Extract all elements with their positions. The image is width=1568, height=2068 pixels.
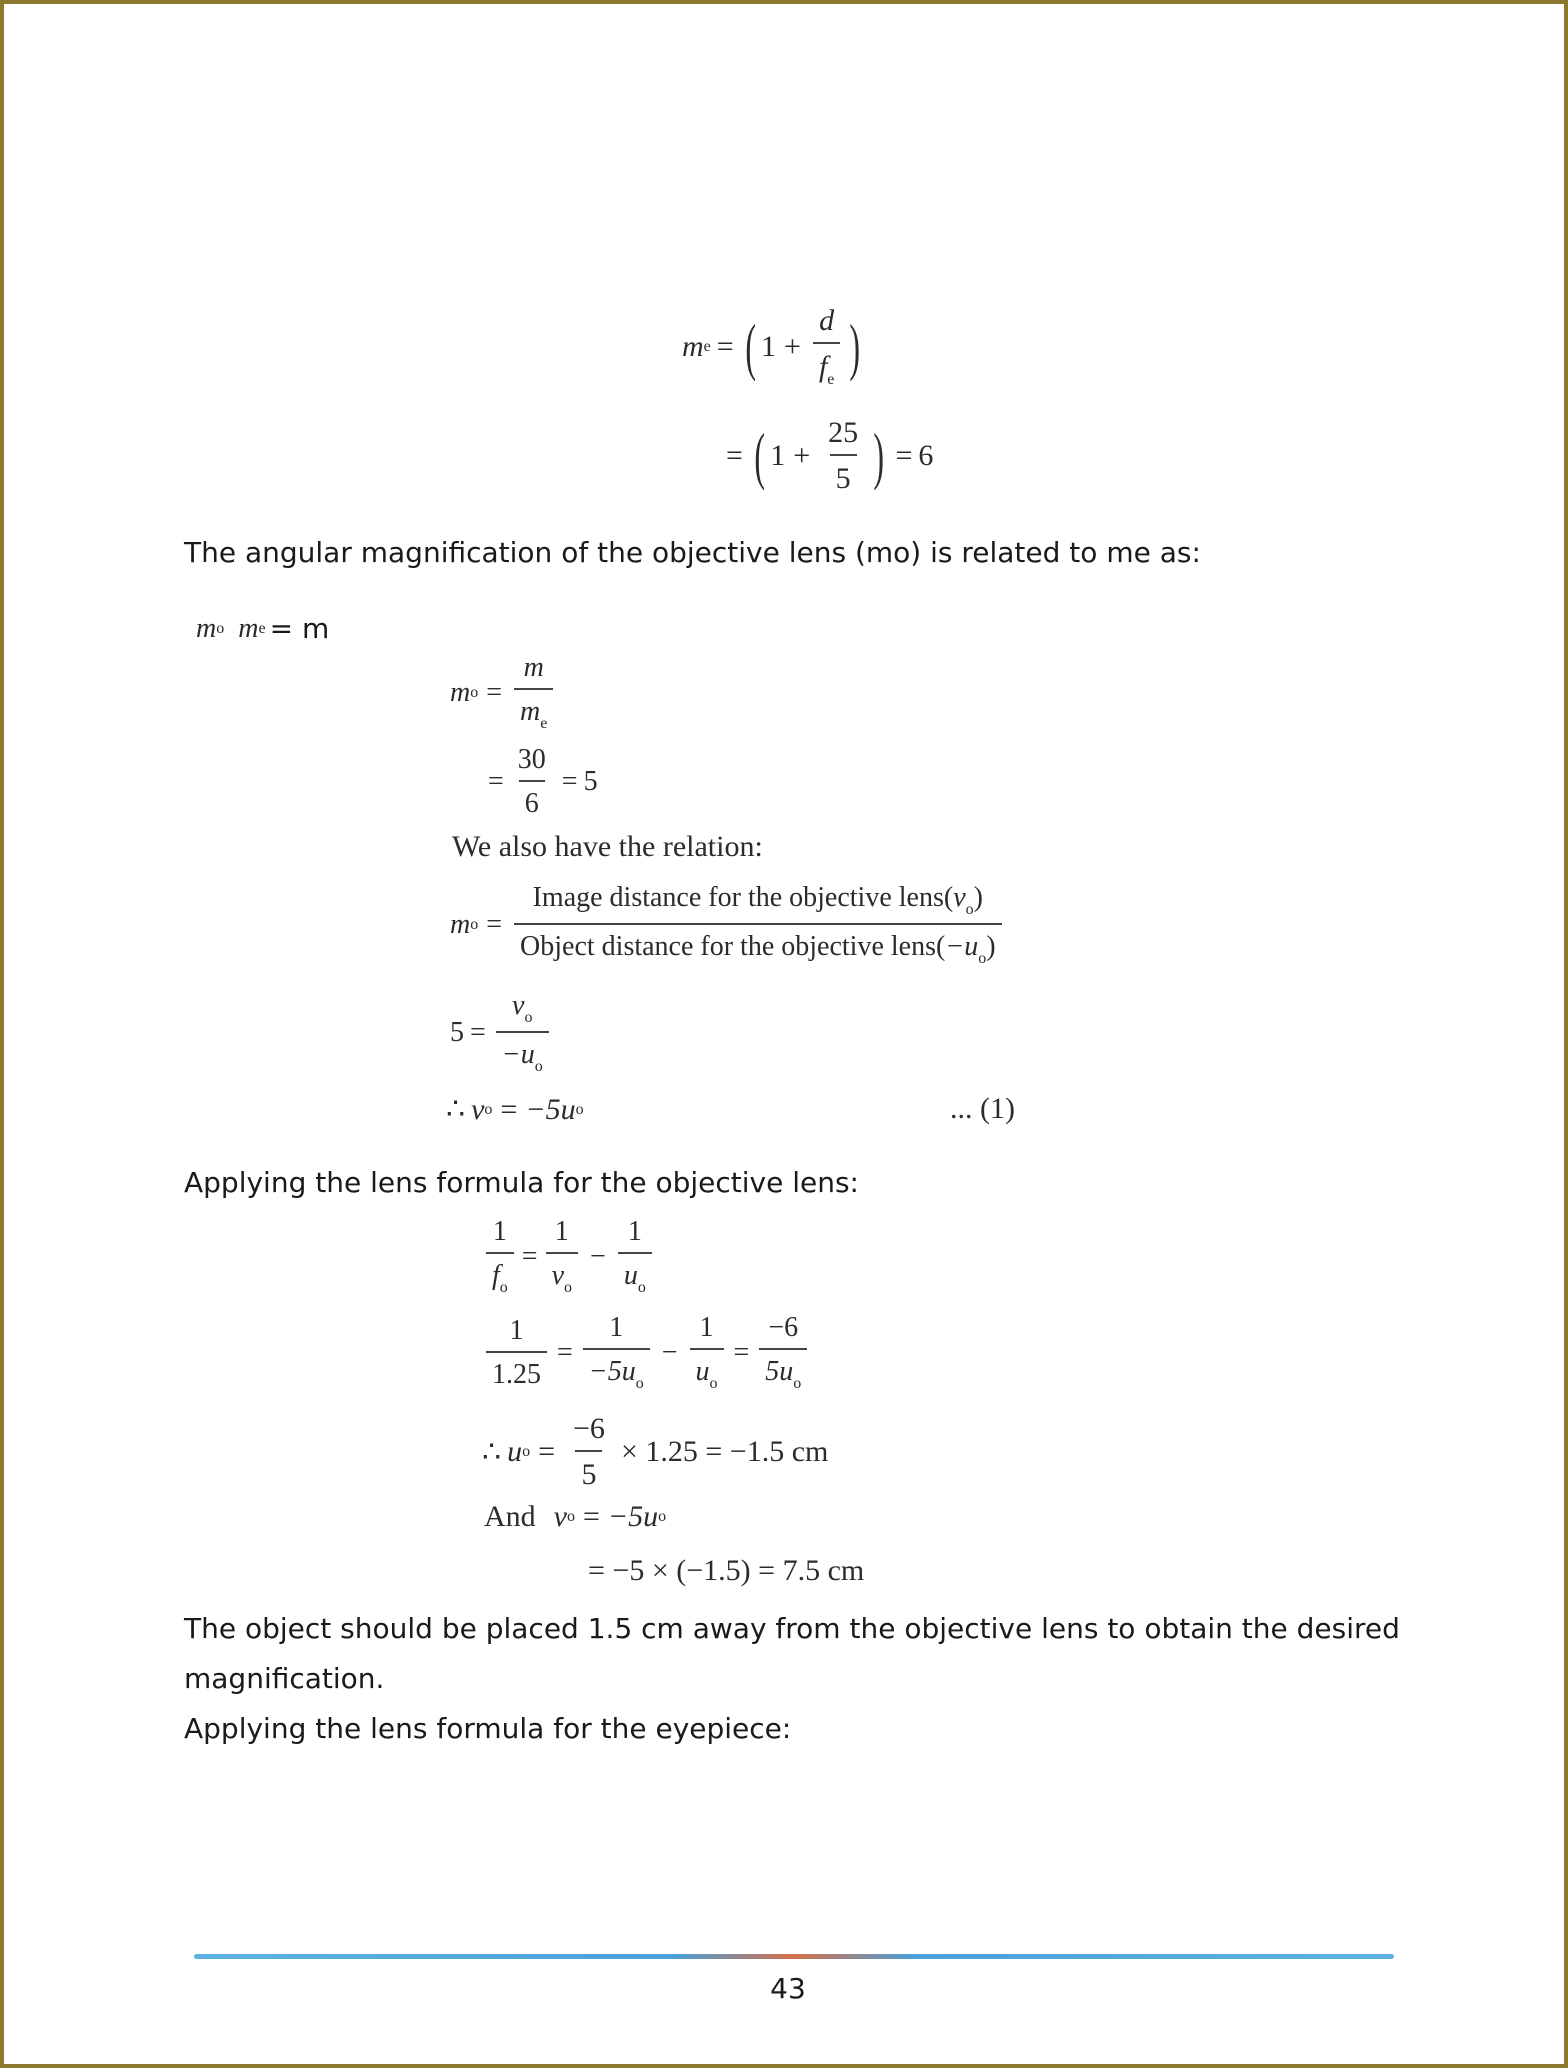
eq-distance-ratio bbox=[450, 882, 1006, 968]
frac-den-sub: e bbox=[540, 715, 548, 732]
sub-e: e bbox=[258, 619, 266, 637]
eq-vo bbox=[446, 1092, 584, 1127]
eq-me-plus: + bbox=[793, 439, 811, 472]
var-v: v bbox=[553, 1500, 567, 1533]
paren-right: ) bbox=[873, 420, 885, 491]
sub-o: o bbox=[575, 1100, 584, 1118]
frac-num: 1 bbox=[509, 1314, 524, 1346]
equals-sign: = bbox=[500, 1092, 518, 1126]
eq-mo-ratio bbox=[450, 652, 557, 733]
frac-num: −6 bbox=[768, 1312, 799, 1343]
sub-o: o bbox=[965, 901, 974, 918]
frac-num: 30 bbox=[517, 744, 546, 775]
eq-five bbox=[450, 990, 553, 1076]
var-m: m bbox=[196, 612, 217, 644]
equation-label-1: ... (1) bbox=[950, 1092, 1015, 1125]
fraction-1-over-fo bbox=[486, 1216, 514, 1297]
frac-num: 25 bbox=[828, 416, 859, 449]
eq-lens-substituted bbox=[482, 1312, 811, 1393]
frac-num: m bbox=[523, 652, 544, 683]
sub-o: o bbox=[567, 1508, 575, 1525]
eq-vo-rhs: −5u bbox=[525, 1092, 576, 1126]
eq-mo-value bbox=[488, 744, 598, 820]
frac-den: u bbox=[695, 1356, 710, 1387]
paragraph-lens-formula-eyepiece: Applying the lens formula for the eyepiece: bbox=[184, 1712, 792, 1745]
frac-den-f-sub: e bbox=[827, 371, 835, 388]
paragraph-object-placement-line1: The object should be placed 1.5 cm away from the objective lens to obtain the desired bbox=[184, 1612, 1400, 1645]
eq-final: = −5 × (−1.5) = 7.5 cm bbox=[588, 1554, 865, 1587]
var-f: f bbox=[492, 1260, 500, 1291]
var-m: m bbox=[238, 612, 259, 644]
var-v: v bbox=[551, 1260, 565, 1291]
frac-num: 1 bbox=[554, 1216, 569, 1247]
var-neg-u: −u bbox=[945, 931, 979, 962]
eq-me-one: 1 bbox=[761, 329, 777, 363]
frac-num: 1 bbox=[627, 1216, 642, 1247]
paren-left: ( bbox=[754, 420, 765, 491]
eq-and-rhs: −5u bbox=[607, 1500, 659, 1533]
sub-o: o bbox=[564, 1279, 573, 1296]
equals-sign: = bbox=[521, 1240, 538, 1272]
minus-sign: − bbox=[590, 1240, 606, 1272]
and-word: And bbox=[484, 1500, 536, 1533]
fraction-30-over-6 bbox=[512, 744, 552, 820]
fraction-1-over-1-25 bbox=[486, 1315, 547, 1391]
sub-o: o bbox=[534, 1058, 543, 1075]
frac-num-text: Image distance for the objective lens bbox=[532, 882, 944, 913]
fraction-1-over-vo bbox=[546, 1216, 578, 1297]
frac-num: Image distance for the objective $lens(v_o)$ bbox=[532, 882, 983, 918]
frac-den: 6 bbox=[519, 780, 545, 820]
paragraph-object-placement-line2: magnification. bbox=[184, 1662, 385, 1695]
sub-o: o bbox=[216, 619, 225, 637]
equals-sign: = bbox=[486, 676, 503, 708]
sub-o: o bbox=[658, 1508, 667, 1525]
var-v: v bbox=[953, 882, 966, 913]
var-v: v bbox=[512, 990, 525, 1021]
eq-uo-rest: × 1.25 = −1.5 cm bbox=[620, 1435, 829, 1468]
eq-and-vo bbox=[484, 1500, 666, 1534]
frac-den-f: f bbox=[818, 350, 828, 383]
frac-den-text: Object distance for the objective lens bbox=[520, 931, 936, 962]
eq-me-plus: + bbox=[784, 329, 801, 363]
equals-sign: = bbox=[716, 329, 734, 363]
var-u: u bbox=[507, 1435, 523, 1468]
eq-mo-result: 5 bbox=[583, 766, 598, 797]
frac-num: 1 bbox=[492, 1216, 507, 1247]
fraction-m-over-me bbox=[514, 652, 553, 733]
equals-sign: = bbox=[726, 439, 743, 472]
var-v: v bbox=[471, 1092, 485, 1126]
eq-me-lhs: m bbox=[682, 329, 704, 363]
fraction-image-over-object bbox=[514, 882, 1002, 968]
frac-num: −6 bbox=[573, 1412, 605, 1445]
therefore-symbol: ∴ bbox=[446, 1093, 466, 1126]
equals-sign: = bbox=[470, 1017, 486, 1048]
frac-num: 1 bbox=[609, 1312, 624, 1343]
equals-sign: = bbox=[557, 1336, 573, 1368]
var-u: u bbox=[623, 1260, 638, 1291]
equals-sign: = bbox=[895, 439, 913, 472]
sub-o: o bbox=[637, 1279, 646, 1296]
sub-o: o bbox=[524, 1009, 533, 1026]
eq-mo-me bbox=[196, 612, 329, 645]
fraction-1-over-uo bbox=[690, 1312, 724, 1393]
sub-o: o bbox=[484, 1100, 493, 1118]
equals-sign: = bbox=[583, 1500, 600, 1533]
equals-sign: = bbox=[561, 766, 578, 797]
eq-me-one: 1 bbox=[770, 439, 786, 472]
frac-den: m bbox=[520, 696, 541, 727]
sub-o: o bbox=[470, 683, 479, 701]
var-neg-u: −u bbox=[501, 1039, 535, 1070]
fraction-1-over-neg5uo bbox=[583, 1312, 650, 1393]
paragraph-lens-formula-objective: Applying the lens formula for the objective lens: bbox=[184, 1166, 859, 1199]
equals-sign: = bbox=[733, 1336, 750, 1368]
frac-den: 5 bbox=[830, 454, 857, 496]
fraction-neg6-over-5 bbox=[567, 1412, 611, 1492]
footer-divider bbox=[194, 1954, 1394, 1959]
eq-lens-formula bbox=[482, 1216, 656, 1297]
sub-o: o bbox=[978, 950, 987, 967]
var-m: m bbox=[450, 676, 471, 708]
sub-o: o bbox=[793, 1375, 802, 1392]
equals-sign: = bbox=[538, 1435, 556, 1468]
fraction-neg6-over-5uo bbox=[759, 1312, 807, 1393]
relation-text: We also have the relation: bbox=[452, 830, 763, 863]
frac-den: −5u bbox=[588, 1356, 636, 1387]
fraction-25-over-5 bbox=[822, 416, 864, 496]
sub-o: o bbox=[522, 1443, 531, 1460]
fraction-d-over-fe bbox=[813, 304, 840, 389]
frac-den: 5 bbox=[575, 1450, 602, 1492]
var-m: m bbox=[450, 909, 471, 940]
frac-num-d: d bbox=[819, 304, 835, 337]
frac-den: 1.25 bbox=[486, 1351, 547, 1391]
therefore-symbol: ∴ bbox=[482, 1435, 502, 1469]
frac-den: 5u bbox=[765, 1356, 794, 1387]
sub-o: o bbox=[709, 1375, 718, 1392]
eq-uo bbox=[482, 1412, 828, 1492]
eq-me-result: 6 bbox=[918, 439, 934, 472]
frac-num: 1 bbox=[699, 1312, 714, 1343]
eq-me-line2 bbox=[726, 416, 933, 496]
paragraph-angular-magnification: The angular magnification of the objective lens (mo) is related to me as: bbox=[184, 536, 1201, 569]
paren-left: ( bbox=[745, 310, 756, 382]
sub-o: o bbox=[499, 1279, 508, 1296]
minus-sign: − bbox=[661, 1336, 678, 1368]
page-number: 43 bbox=[770, 1972, 806, 2005]
fraction-1-over-uo bbox=[618, 1216, 652, 1297]
sub-o: o bbox=[635, 1375, 644, 1392]
frac-den: Object distance for the objective $lens(-u_o)$ bbox=[514, 923, 1002, 968]
fraction-vo-over-neg-uo bbox=[496, 990, 549, 1076]
eq-mome-rhs: = m bbox=[269, 612, 330, 645]
equals-sign: = bbox=[486, 909, 503, 940]
eq-five-lhs: 5 bbox=[450, 1017, 464, 1048]
equals-sign: = bbox=[488, 766, 504, 797]
sub-o: o bbox=[470, 916, 479, 933]
eq-me-lhs-sub: e bbox=[703, 337, 711, 355]
eq-me-line1 bbox=[682, 304, 866, 389]
paren-right: ) bbox=[849, 310, 861, 382]
